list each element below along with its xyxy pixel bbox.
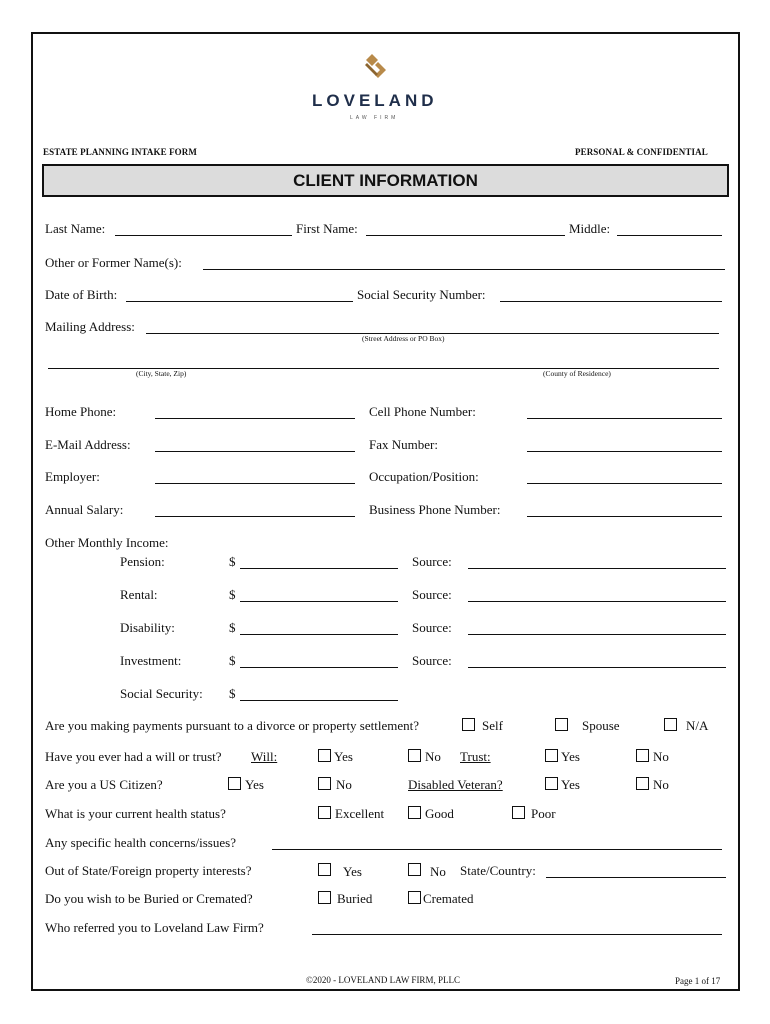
other-names-field[interactable] [203,269,725,270]
will-trust-question: Have you ever had a will or trust? [45,749,222,764]
trust-yes-label: Yes [561,749,580,764]
social-security-dollar: $ [229,686,236,701]
cremated-checkbox[interactable] [408,891,421,904]
pension-amount-field[interactable] [240,568,398,569]
divorce-spouse-checkbox[interactable] [555,718,568,731]
cell-phone-field[interactable] [527,418,722,419]
health-poor-label: Poor [531,806,556,821]
investment-source-label: Source: [412,653,452,668]
fax-field[interactable] [527,451,722,452]
buried-checkbox[interactable] [318,891,331,904]
citizen-no-label: No [336,777,352,792]
citizen-question: Are you a US Citizen? [45,777,163,792]
employer-field[interactable] [155,483,355,484]
investment-dollar: $ [229,653,236,668]
pension-label: Pension: [120,554,165,569]
other-names-label: Other or Former Name(s): [45,255,182,270]
ssn-field[interactable] [500,301,722,302]
state-country-field[interactable] [546,877,726,878]
investment-label: Investment: [120,653,182,668]
confidential-label: PERSONAL & CONFIDENTIAL [575,147,708,157]
dob-field[interactable] [126,301,353,302]
buried-label: Buried [337,891,373,906]
first-name-label: First Name: [296,221,358,236]
referral-question: Who referred you to Loveland Law Firm? [45,920,264,935]
fax-label: Fax Number: [369,437,438,452]
divorce-na-label: N/A [686,718,709,733]
will-no-checkbox[interactable] [408,749,421,762]
middle-name-field[interactable] [617,235,722,236]
form-name: ESTATE PLANNING INTAKE FORM [43,147,197,157]
disability-label: Disability: [120,620,175,635]
divorce-spouse-label: Spouse [582,718,620,733]
health-good-checkbox[interactable] [408,806,421,819]
loveland-logo-icon [364,52,392,82]
health-excellent-label: Excellent [335,806,385,821]
section-title-box [42,164,729,197]
veteran-yes-label: Yes [561,777,580,792]
property-yes-checkbox[interactable] [318,863,331,876]
mailing-address-label: Mailing Address: [45,319,135,334]
rental-source-field[interactable] [468,601,726,602]
disability-source-field[interactable] [468,634,726,635]
health-question: What is your current health status? [45,806,226,821]
home-phone-label: Home Phone: [45,404,117,419]
divorce-self-label: Self [482,718,503,733]
ssn-label: Social Security Number: [357,287,486,302]
divorce-na-checkbox[interactable] [664,718,677,731]
property-yes-label: Yes [343,864,362,879]
burial-question: Do you wish to be Buried or Cremated? [45,891,253,906]
city-state-zip-hint: (City, State, Zip) [136,369,187,378]
citizen-no-checkbox[interactable] [318,777,331,790]
disability-source-label: Source: [412,620,452,635]
business-phone-label: Business Phone Number: [369,502,501,517]
trust-no-label: No [653,749,669,764]
occupation-field[interactable] [527,483,722,484]
section-title: CLIENT INFORMATION [293,170,478,190]
citizen-yes-label: Yes [245,777,264,792]
will-label: Will: [251,749,278,764]
occupation-label: Occupation/Position: [369,469,479,484]
income-heading: Other Monthly Income: [45,535,169,550]
email-label: E-Mail Address: [45,437,131,452]
health-concerns-field[interactable] [272,849,722,850]
annual-salary-field[interactable] [155,516,355,517]
disability-dollar: $ [229,620,236,635]
will-no-label: No [425,749,441,764]
citizen-yes-checkbox[interactable] [228,777,241,790]
investment-amount-field[interactable] [240,667,398,668]
trust-no-checkbox[interactable] [636,749,649,762]
footer-page-number: Page 1 of 17 [675,976,721,986]
social-security-amount-field[interactable] [240,700,398,701]
first-name-field[interactable] [366,235,565,236]
property-no-checkbox[interactable] [408,863,421,876]
property-question: Out of State/Foreign property interests? [45,863,252,878]
health-excellent-checkbox[interactable] [318,806,331,819]
health-poor-checkbox[interactable] [512,806,525,819]
social-security-label: Social Security: [120,686,203,701]
health-concerns-question: Any specific health concerns/issues? [45,835,236,850]
last-name-label: Last Name: [45,221,106,236]
county-hint: (County of Residence) [543,369,611,378]
divorce-self-checkbox[interactable] [462,718,475,731]
veteran-no-label: No [653,777,669,792]
investment-source-field[interactable] [468,667,726,668]
street-address-hint: (Street Address or PO Box) [362,334,445,343]
pension-source-label: Source: [412,554,452,569]
disability-amount-field[interactable] [240,634,398,635]
will-yes-checkbox[interactable] [318,749,331,762]
will-yes-label: Yes [334,749,353,764]
trust-label: Trust: [460,749,491,764]
property-no-label: No [430,864,446,879]
home-phone-field[interactable] [155,418,355,419]
middle-name-label: Middle: [569,221,611,236]
rental-amount-field[interactable] [240,601,398,602]
last-name-field[interactable] [115,235,292,236]
pension-dollar: $ [229,554,236,569]
trust-yes-checkbox[interactable] [545,749,558,762]
dob-label: Date of Birth: [45,287,118,302]
pension-source-field[interactable] [468,568,726,569]
veteran-label: Disabled Veteran? [408,777,503,792]
brand-name: LOVELAND [312,91,438,110]
veteran-yes-checkbox[interactable] [545,777,558,790]
footer-copyright: ©2020 - LOVELAND LAW FIRM, PLLC [306,975,460,985]
email-field[interactable] [155,451,355,452]
brand-tagline: LAW FIRM [350,115,399,121]
rental-dollar: $ [229,587,236,602]
cell-phone-label: Cell Phone Number: [369,404,476,419]
annual-salary-label: Annual Salary: [45,502,124,517]
rental-source-label: Source: [412,587,452,602]
employer-label: Employer: [45,469,100,484]
divorce-question: Are you making payments pursuant to a divorce or property settlement? [45,718,420,733]
rental-label: Rental: [120,587,158,602]
veteran-no-checkbox[interactable] [636,777,649,790]
cremated-label: Cremated [423,891,474,906]
state-country-label: State/Country: [460,863,536,878]
referral-field[interactable] [312,934,722,935]
health-good-label: Good [425,806,454,821]
business-phone-field[interactable] [527,516,722,517]
